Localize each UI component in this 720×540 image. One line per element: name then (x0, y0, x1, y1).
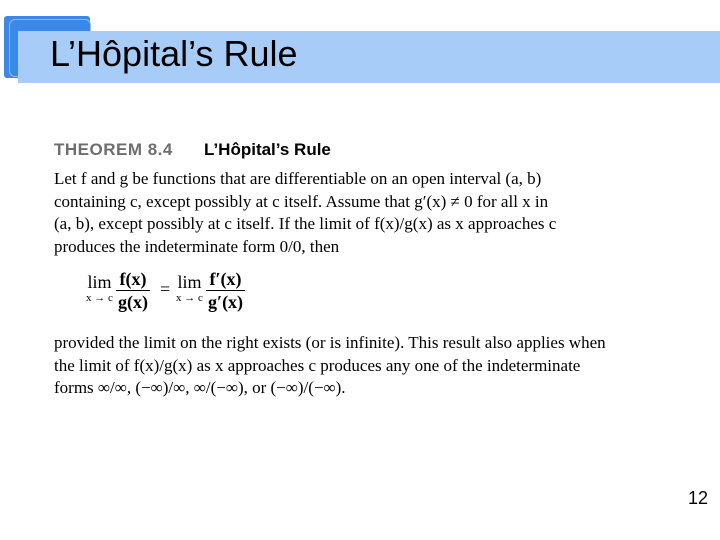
theorem-label: THEOREM 8.4 (54, 140, 173, 159)
outro-line: the limit of f(x)/g(x) as x approaches c produces any one of the indeterminate (54, 355, 581, 375)
page-number: 12 (687, 488, 708, 508)
limit-left: lim x → c (86, 272, 113, 304)
intro-line: Let f and g be functions that are differentiable on an open interval (a, b) (54, 169, 542, 188)
intro-line: produces the indeterminate form 0/0, then (54, 236, 340, 256)
theorem-box (54, 138, 674, 400)
equals-sign: = (160, 279, 171, 299)
theorem-name: L’Hôpital’s Rule (204, 140, 331, 159)
slide-title: L’Hôpital’s Rule (50, 33, 298, 74)
lhs-fraction: f(x) g(x) (118, 269, 148, 312)
lhopital-formula (86, 268, 674, 326)
theorem-outro (54, 332, 674, 400)
theorem-header (54, 138, 674, 162)
intro-line: containing c, except possibly at c itself. Assume that g′(x) ≠ 0 for all x in (54, 191, 549, 211)
intro-line: (a, b), except possibly at c itself. If the limit of f(x)/g(x) as x approaches c (54, 214, 557, 233)
outro-line: forms ∞/∞, (−∞)/∞, ∞/(−∞), or (−∞)/(−∞). (54, 378, 346, 397)
limit-right: lim x → c (176, 272, 203, 304)
rhs-fraction: f′(x) g′(x) (208, 269, 244, 312)
theorem-intro (54, 168, 674, 258)
outro-line: provided the limit on the right exists (or is infinite). This result also applies when (54, 333, 606, 352)
